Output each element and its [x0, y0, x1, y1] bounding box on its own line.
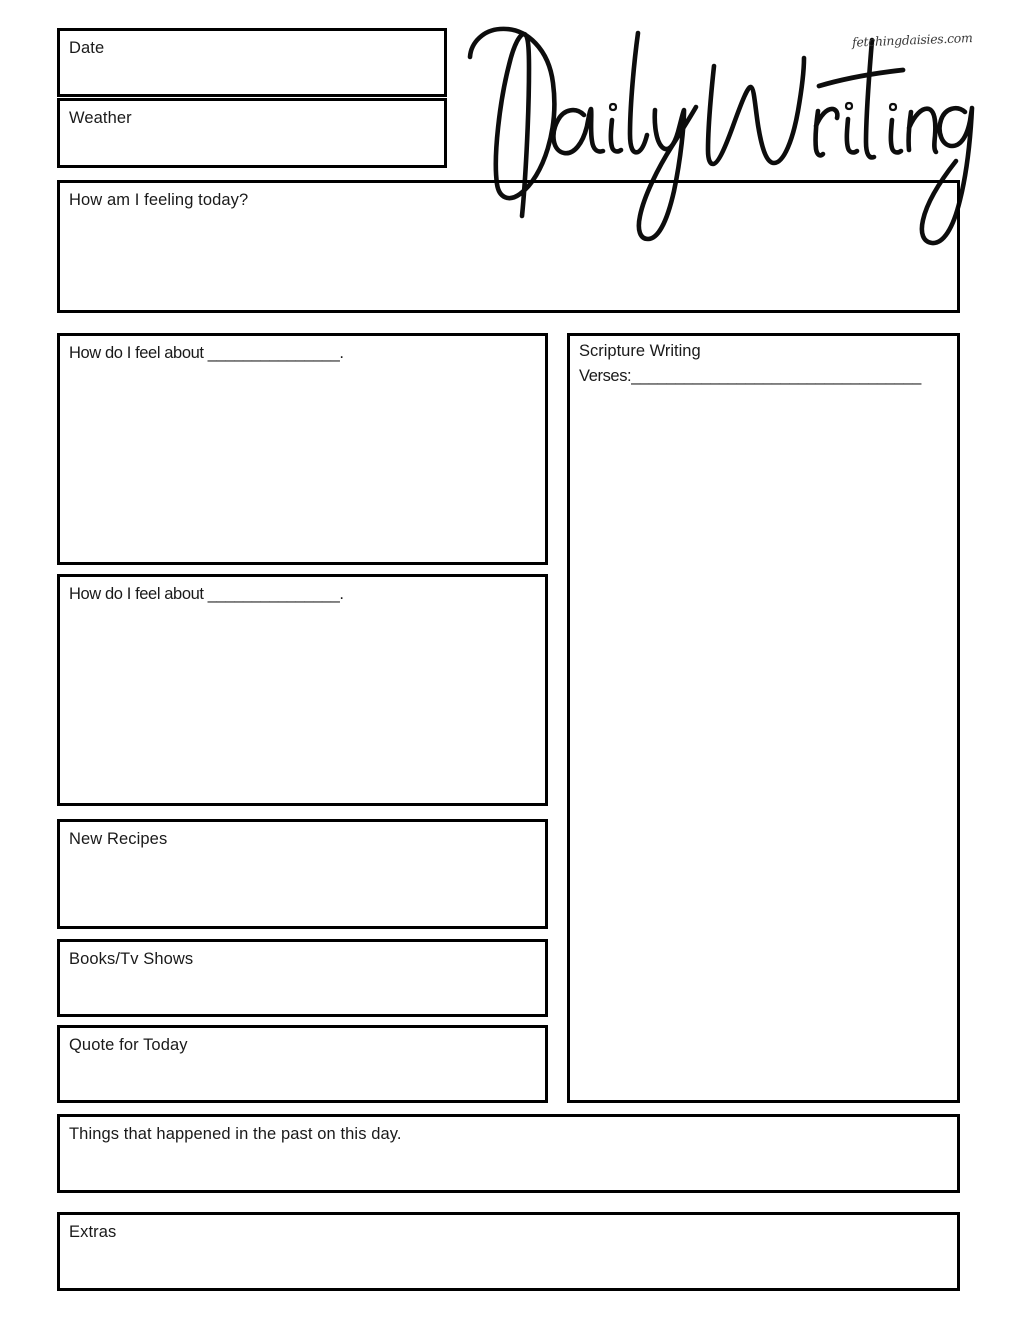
field-weather-label: Weather — [69, 109, 132, 127]
field-feel-about-2[interactable] — [57, 574, 548, 806]
field-date[interactable] — [57, 28, 447, 97]
field-weather[interactable] — [57, 98, 447, 168]
field-books-tv-shows-label: Books/Tv Shows — [69, 950, 194, 968]
field-new-recipes-label: New Recipes — [69, 830, 168, 848]
field-scripture-writing[interactable] — [567, 333, 960, 1103]
field-new-recipes[interactable] — [57, 819, 548, 929]
field-feel-about-1[interactable] — [57, 333, 548, 565]
field-feel-about-1-label: How do I feel about _______________. — [69, 344, 344, 362]
field-past-on-this-day[interactable] — [57, 1114, 960, 1193]
field-feel-about-2-label: How do I feel about _______________. — [69, 585, 344, 603]
field-quote-for-today[interactable] — [57, 1025, 548, 1103]
field-books-tv-shows[interactable] — [57, 939, 548, 1017]
site-watermark: fetchingdaisies.com — [851, 30, 973, 50]
field-extras-label: Extras — [69, 1223, 117, 1241]
field-extras[interactable] — [57, 1212, 960, 1291]
field-feeling-today[interactable] — [57, 180, 960, 313]
field-scripture-writing-label: Scripture Writing — [579, 342, 701, 360]
field-past-on-this-day-label: Things that happened in the past on this day. — [69, 1125, 402, 1143]
field-date-label: Date — [69, 39, 105, 57]
field-quote-for-today-label: Quote for Today — [69, 1036, 188, 1054]
field-feeling-today-label: How am I feeling today? — [69, 191, 249, 209]
field-scripture-verses-label: Verses:_________________________________ — [579, 367, 921, 385]
